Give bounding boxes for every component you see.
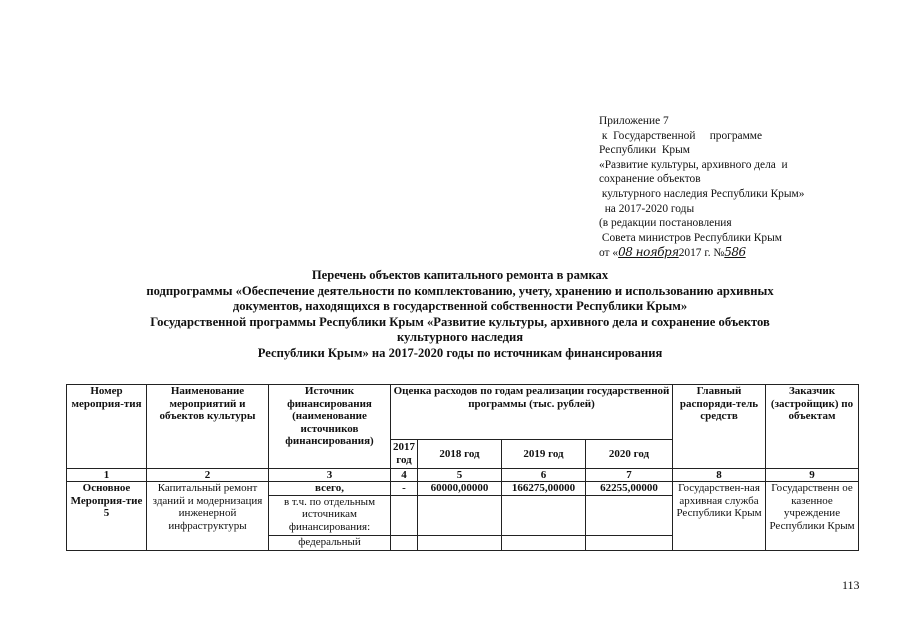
source-federal-cell: федеральный [269, 535, 391, 550]
title-line-1: Перечень объектов капитального ремонта в рамках [311, 268, 609, 282]
appendix-block [599, 114, 859, 261]
value-2017-cell: - [391, 482, 418, 496]
measure-name-cell: Капитальный ремонт зданий и модернизация инженерной инфраструктуры [147, 482, 269, 551]
appendix-line-2: к Государственной программе [599, 129, 763, 142]
column-number: 1 [67, 469, 147, 482]
header-funding-source: Источник финансирования (наименование источников финансирования) [269, 385, 391, 469]
header-measure-number: Номер мероприя-тия [67, 385, 147, 469]
title-line-3: документов, находящихся в государственной собственности Республики Крым» [232, 299, 688, 314]
date-prefix: от « [599, 247, 619, 260]
column-number: 6 [502, 469, 586, 482]
column-number: 3 [269, 469, 391, 482]
appendix-line-8: (в редакции постановления [599, 217, 732, 230]
header-year-2020: 2020 год [586, 440, 673, 469]
title-line-6: Республики Крым» на 2017-2020 годы по источникам финансирования [257, 345, 663, 360]
appendix-line-5: сохранение объектов [599, 173, 701, 186]
source-total-cell: всего, [269, 482, 391, 496]
title-line-4: Государственной программы Республики Крым «Развитие культуры, архивного дела и сохранение объектов [150, 314, 770, 329]
empty-cell [391, 495, 418, 535]
title-line-5: культурного наследия [396, 330, 524, 345]
page-number: 113 [842, 578, 860, 592]
empty-cell [586, 495, 673, 535]
empty-cell [418, 535, 502, 550]
appendix-date-line [599, 245, 859, 261]
header-year-2019: 2019 год [502, 440, 586, 469]
header-main-distributor: Главный распоряди-тель средств [673, 385, 766, 469]
value-2018-cell: 60000,00000 [418, 482, 502, 496]
empty-cell [586, 535, 673, 550]
appendix-line-6: культурного наследия Республики Крым» [599, 187, 805, 200]
column-numbers-row [67, 469, 859, 482]
appendix-line-9: Совета министров Республики Крым [599, 231, 782, 244]
source-breakdown-cell: в т.ч. по отдельным источникам финансирования: [269, 495, 391, 535]
empty-cell [391, 535, 418, 550]
column-number: 9 [766, 469, 859, 482]
date-middle: 2017 г. № [678, 247, 725, 260]
column-number: 2 [147, 469, 269, 482]
appendix-line-1: Приложение 7 [599, 115, 669, 127]
date-handwritten: 08 ноября [618, 245, 679, 260]
header-measure-name: Наименование мероприятий и объектов культуры [147, 385, 269, 469]
appendix-line-4: «Развитие культуры, архивного дела и [599, 158, 788, 171]
measure-number-cell: Основное Мероприя-тие 5 [67, 482, 147, 551]
header-customer: Заказчик (застройщик) по объектам [766, 385, 859, 469]
customer-cell: Государственн ое казенное учреждение Республики Крым [766, 482, 859, 551]
header-year-2018: 2018 год [418, 440, 502, 469]
header-expense-estimate: Оценка расходов по годам реализации государственной программы (тыс. рублей) [391, 385, 673, 440]
column-number: 5 [418, 469, 502, 482]
empty-cell [502, 495, 586, 535]
capital-repair-table [66, 384, 859, 551]
value-2019-cell: 166275,00000 [502, 482, 586, 496]
header-year-2017: 2017 год [391, 440, 418, 469]
empty-cell [418, 495, 502, 535]
title-line-2: подпрограммы «Обеспечение деятельности по комплектованию, учету, хранению и использованию архивных [146, 283, 774, 298]
table-row [67, 482, 859, 496]
number-handwritten: 586 [724, 245, 746, 260]
value-2020-cell: 62255,00000 [586, 482, 673, 496]
appendix-line-3: Республики Крым [599, 144, 690, 157]
document-title [80, 268, 840, 362]
empty-cell [502, 535, 586, 550]
column-number: 7 [586, 469, 673, 482]
column-number: 8 [673, 469, 766, 482]
column-number: 4 [391, 469, 418, 482]
distributor-cell: Государствен-ная архивная служба Республики Крым [673, 482, 766, 551]
appendix-line-7: на 2017-2020 годы [599, 202, 695, 215]
